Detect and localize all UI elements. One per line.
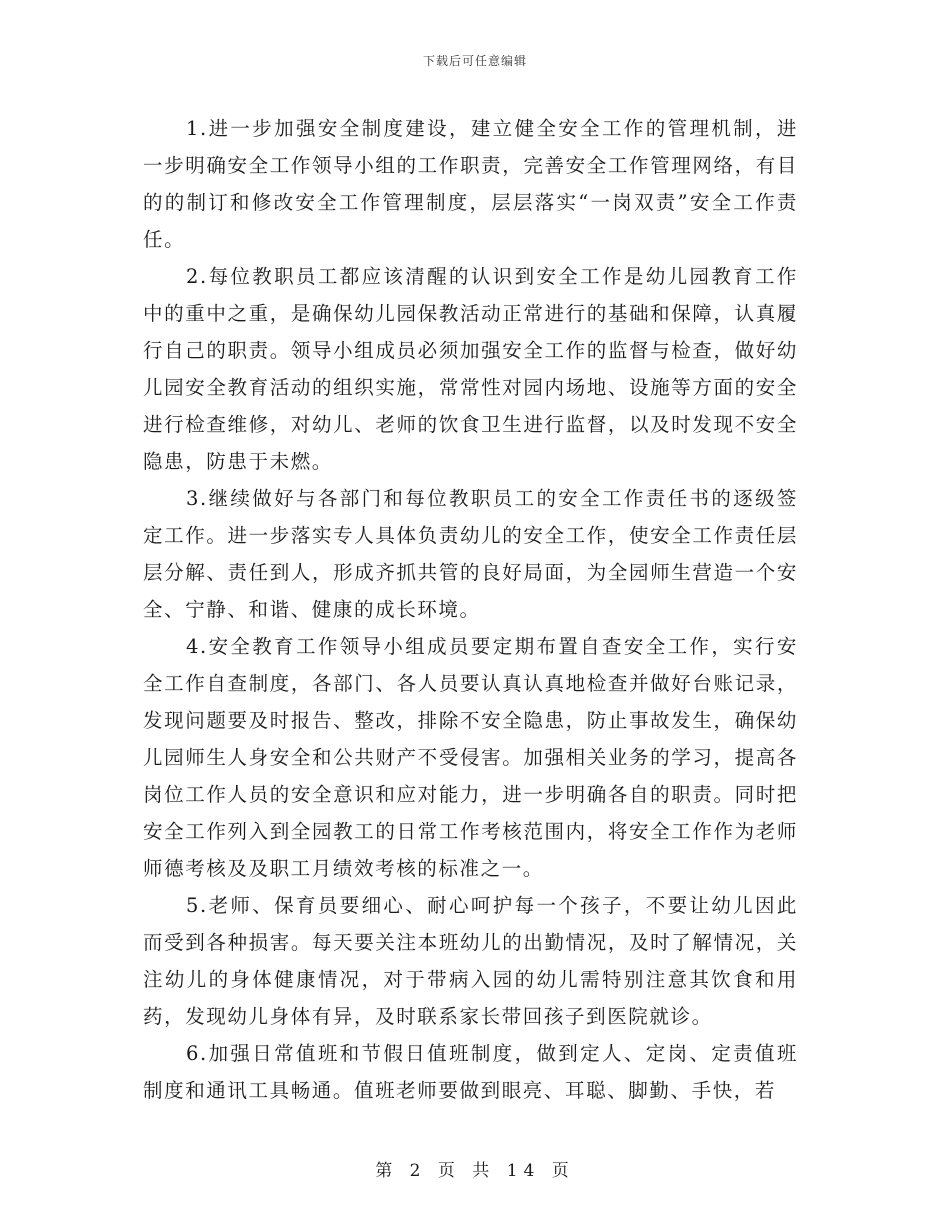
page-number-footer: 第 2 页 共 14 页 <box>375 1161 575 1181</box>
paragraph-2: 2.每位教职员工都应该清醒的认识到安全工作是幼儿园教育工作中的重中之重，是确保幼儿园保教活动正常进行的基础和保障，认真履行自己的职责。领导小组成员必须加强安全工作的监督与检查，做好幼儿园安全教育活动的组织实施，常常性对园内场地、设施等方面的安全进行检查维修，对幼儿、老师的饮食卫生进行监督，以及时发现不安全隐患，防患于未燃。 <box>143 265 798 473</box>
paragraph-5: 5.老师、保育员要细心、耐心呵护每一个孩子，不要让幼儿因此而受到各种损害。每天要关注本班幼儿的出勤情况，及时了解情况，关注幼儿的身体健康情况，对于带病入园的幼儿需特别注意其饮食和用药，发现幼儿身体有异，及时联系家长带回孩子到医院就诊。 <box>143 894 798 1028</box>
document-body <box>143 110 798 1109</box>
paragraph-6: 6.加强日常值班和节假日值班制度，做到定人、定岗、定责值班制度和通讯工具畅通。值班老师要做到眼亮、耳聪、脚勤、手快，若 <box>143 1042 798 1102</box>
paragraph-1: 1.进一步加强安全制度建设，建立健全安全工作的管理机制，进一步明确安全工作领导小组的工作职责，完善安全工作管理网络，有目的的制订和修改安全工作管理制度，层层落实“一岗双责”安全工作责任。 <box>143 117 798 251</box>
page-header-note: 下载后可任意编辑 <box>422 54 527 68</box>
paragraph-3: 3.继续做好与各部门和每位教职员工的安全工作责任书的逐级签定工作。进一步落实专人具体负责幼儿的安全工作，使安全工作责任层层分解、责任到人，形成齐抓共管的良好局面，为全园师生营造一个安全、宁静、和谐、健康的成长环境。 <box>143 487 798 621</box>
paragraph-4: 4.安全教育工作领导小组成员要定期布置自查安全工作，实行安全工作自查制度，各部门、各人员要认真认真地检查并做好台账记录，发现问题要及时报告、整改，排除不安全隐患，防止事故发生，确保幼儿园师生人身安全和公共财产不受侵害。加强相关业务的学习，提高各岗位工作人员的安全意识和应对能力，进一步明确各自的职责。同时把安全工作列入到全园教工的日常工作考核范围内，将安全工作作为老师师德考核及及职工月绩效考核的标准之一。 <box>143 635 798 880</box>
